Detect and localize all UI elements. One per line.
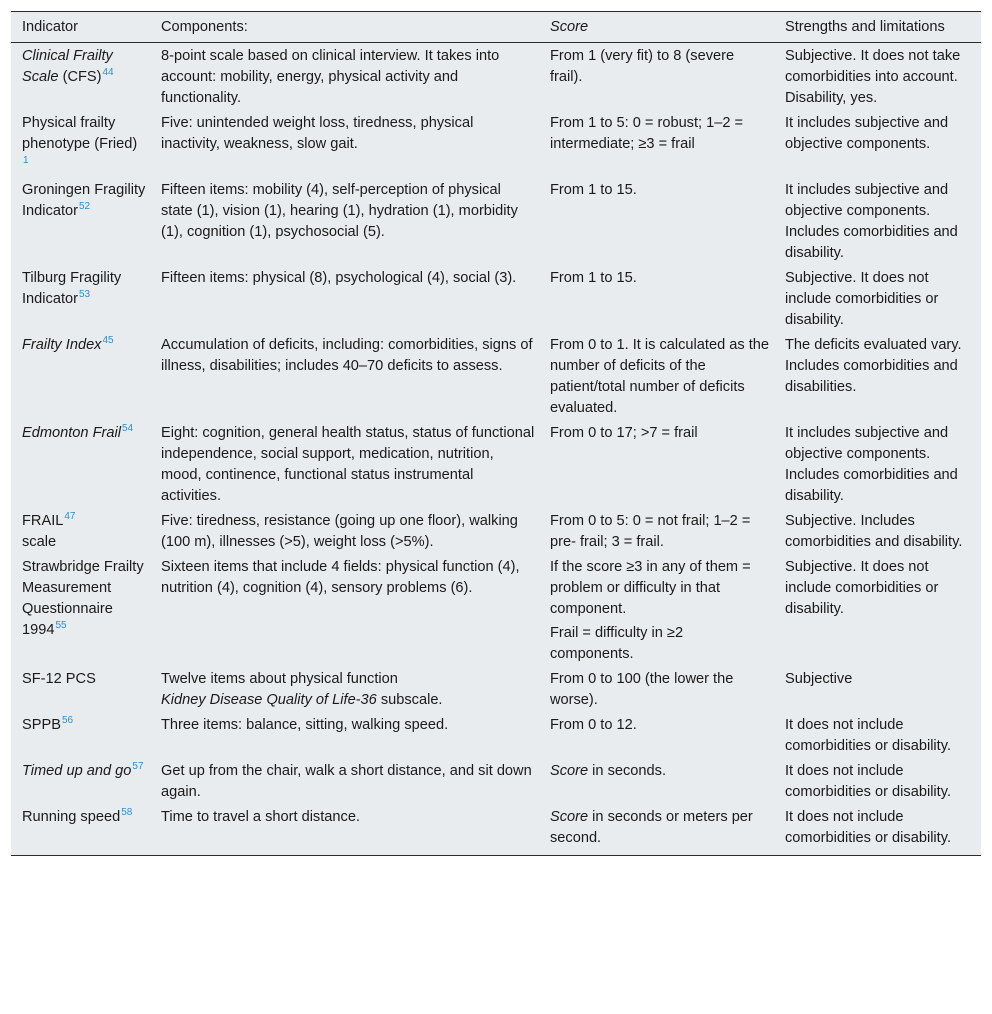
indicator-cell (11, 266, 150, 333)
indicator-cell (11, 178, 150, 266)
score-text: in seconds or meters per second. (550, 809, 753, 846)
frailty-indicators-table (11, 11, 981, 856)
score-italic-text: Score (550, 809, 589, 825)
components-cell: Get up from the chair, walk a short distance, and sit down again. (161, 763, 532, 800)
indicator-name: FRAIL (22, 513, 64, 529)
indicator-name: Timed up and go (22, 763, 132, 779)
table-row (11, 805, 981, 855)
score-text: in seconds. (588, 763, 667, 779)
components-cell: Sixteen items that include 4 fields: physical function (4), nutrition (4), cognition (4), sensory problems (6). (161, 559, 520, 596)
indicator-name: SF-12 PCS (22, 671, 96, 687)
indicator-cell (11, 555, 150, 667)
components-cell: Five: unintended weight loss, tiredness, physical inactivity, weakness, slow gait. (161, 115, 474, 152)
score-cell: From 0 to 100 (the lower the worse). (550, 671, 734, 708)
components-cell: Fifteen items: physical (8), psychological (4), social (3). (161, 270, 517, 286)
indicator-name: Clinical Frailty Scale (22, 48, 113, 85)
components-cell: 8-point scale based on clinical interview. It takes into account: mobility, energy, physical activity and functionality. (161, 48, 500, 106)
reference-link[interactable]: 44 (102, 67, 114, 78)
table-row (11, 759, 981, 805)
score-cell: From 1 to 5: 0 = robust; 1–2 = intermediate; ≥3 = frail (550, 115, 744, 152)
header-score: Score (539, 12, 774, 43)
indicator-cell (11, 111, 150, 178)
strengths-cell: It does not include comorbidities or disability. (785, 717, 951, 754)
reference-link[interactable]: 54 (121, 423, 134, 434)
strengths-cell: Subjective. It does not include comorbidities or disability. (785, 559, 939, 617)
score-cell: From 1 (very fit) to 8 (severe frail). (550, 48, 735, 85)
table-row (11, 713, 981, 759)
indicator-cell (11, 421, 150, 509)
components-cell: Eight: cognition, general health status, status of functional independence, social support, medication, nutrition, mood, continence, functional status instrumental activities. (161, 425, 535, 504)
indicator-name: Frailty Index (22, 337, 102, 353)
score-cell: From 0 to 17; >7 = frail (550, 425, 698, 441)
table-row (11, 555, 981, 667)
indicator-cell (11, 759, 150, 805)
header-components: Components: (150, 12, 539, 43)
indicator-cell (11, 713, 150, 759)
header-row (11, 12, 981, 43)
score-cell (539, 555, 774, 667)
score-text: If the score ≥3 in any of them = problem or difficulty in that component. (550, 559, 751, 617)
table-row (11, 333, 981, 421)
reference-link[interactable]: 52 (78, 201, 91, 212)
indicator-name: Running speed (22, 809, 121, 825)
score-cell: From 1 to 15. (550, 270, 637, 286)
components-cell: Time to travel a short distance. (161, 809, 360, 825)
strengths-cell: It includes subjective and objective components. Includes comorbidities and disability. (785, 182, 958, 261)
strengths-cell: It does not include comorbidities or disability. (785, 809, 951, 846)
indicator-name-suffix: scale (22, 534, 57, 550)
table (11, 12, 981, 855)
score-italic-text: Score (550, 763, 589, 779)
indicator-name: Strawbridge Frailty Measurement Questionnaire 1994 (22, 559, 144, 638)
reference-link[interactable]: 45 (102, 335, 114, 346)
score-cell (539, 805, 774, 855)
table-row (11, 509, 981, 555)
table-row (11, 178, 981, 266)
table-row (11, 266, 981, 333)
indicator-name: Tilburg Fragility Indicator (22, 270, 122, 307)
components-cell (150, 667, 539, 713)
score-cell: From 0 to 1. It is calculated as the number of deficits of the patient/total number of deficits evaluated. (550, 337, 770, 416)
table-header (11, 12, 981, 43)
reference-link[interactable]: 55 (55, 620, 67, 631)
table-body (11, 43, 981, 856)
indicator-name: Edmonton Frail (22, 425, 121, 441)
components-cell: Fifteen items: mobility (4), self-perception of physical state (1), vision (1), hearing (1), hydration (1), morbidity (1), cognition (1), psychosocial (5). (161, 182, 518, 240)
strengths-cell: Subjective. It does not take comorbidities into account. Disability, yes. (785, 48, 961, 106)
reference-link[interactable]: 1 (23, 155, 29, 166)
reference-link[interactable]: 58 (121, 807, 133, 818)
components-cell: Three items: balance, sitting, walking speed. (161, 717, 449, 733)
strengths-cell: It includes subjective and objective components. (785, 115, 949, 152)
header-strengths: Strengths and limitations (774, 12, 981, 43)
components-cell: Accumulation of deficits, including: comorbidities, signs of illness, disabilities; includes 40–70 deficits to assess. (161, 337, 533, 374)
indicator-name: Groningen Fragility Indicator (22, 182, 146, 219)
strengths-cell: The deficits evaluated vary. Includes comorbidities and disabilities. (785, 337, 962, 395)
table-row (11, 43, 981, 112)
score-cell: From 0 to 12. (550, 717, 637, 733)
reference-link[interactable]: 57 (132, 761, 144, 772)
score-cell (539, 759, 774, 805)
indicator-cell (11, 667, 150, 713)
score-cell: From 0 to 5: 0 = not frail; 1–2 = pre- frail; 3 = frail. (550, 513, 751, 550)
indicator-cell (11, 805, 150, 855)
strengths-cell: Subjective (785, 671, 853, 687)
indicator-name: SPPB (22, 717, 61, 733)
indicator-name-suffix: (CFS) (62, 69, 102, 85)
strengths-cell: It does not include comorbidities or disability. (785, 763, 951, 800)
components-italic-text: Kidney Disease Quality of Life-36 (161, 692, 377, 708)
indicator-cell (11, 509, 150, 555)
indicator-name: Physical frailty phenotype (Fried) (22, 115, 138, 152)
strengths-cell: It includes subjective and objective components. Includes comorbidities and disability. (785, 425, 958, 504)
strengths-cell: Subjective. Includes comorbidities and disability. (785, 513, 963, 550)
strengths-cell: Subjective. It does not include comorbidities or disability. (785, 270, 939, 328)
score-text-second: Frail = difficulty in ≥2 components. (550, 625, 684, 662)
reference-link[interactable]: 47 (64, 511, 76, 522)
components-tail-text: subscale. (376, 692, 443, 708)
reference-link[interactable]: 56 (61, 715, 74, 726)
components-cell: Five: tiredness, resistance (going up one floor), walking (100 m), illnesses (>5), weight loss (>5%). (161, 513, 518, 550)
indicator-cell (11, 43, 150, 112)
table-row (11, 111, 981, 178)
header-indicator: Indicator (11, 12, 150, 43)
reference-link[interactable]: 53 (78, 289, 91, 300)
score-cell: From 1 to 15. (550, 182, 637, 198)
table-row (11, 667, 981, 713)
components-text: Twelve items about physical function (161, 671, 398, 687)
table-row (11, 421, 981, 509)
indicator-cell (11, 333, 150, 421)
